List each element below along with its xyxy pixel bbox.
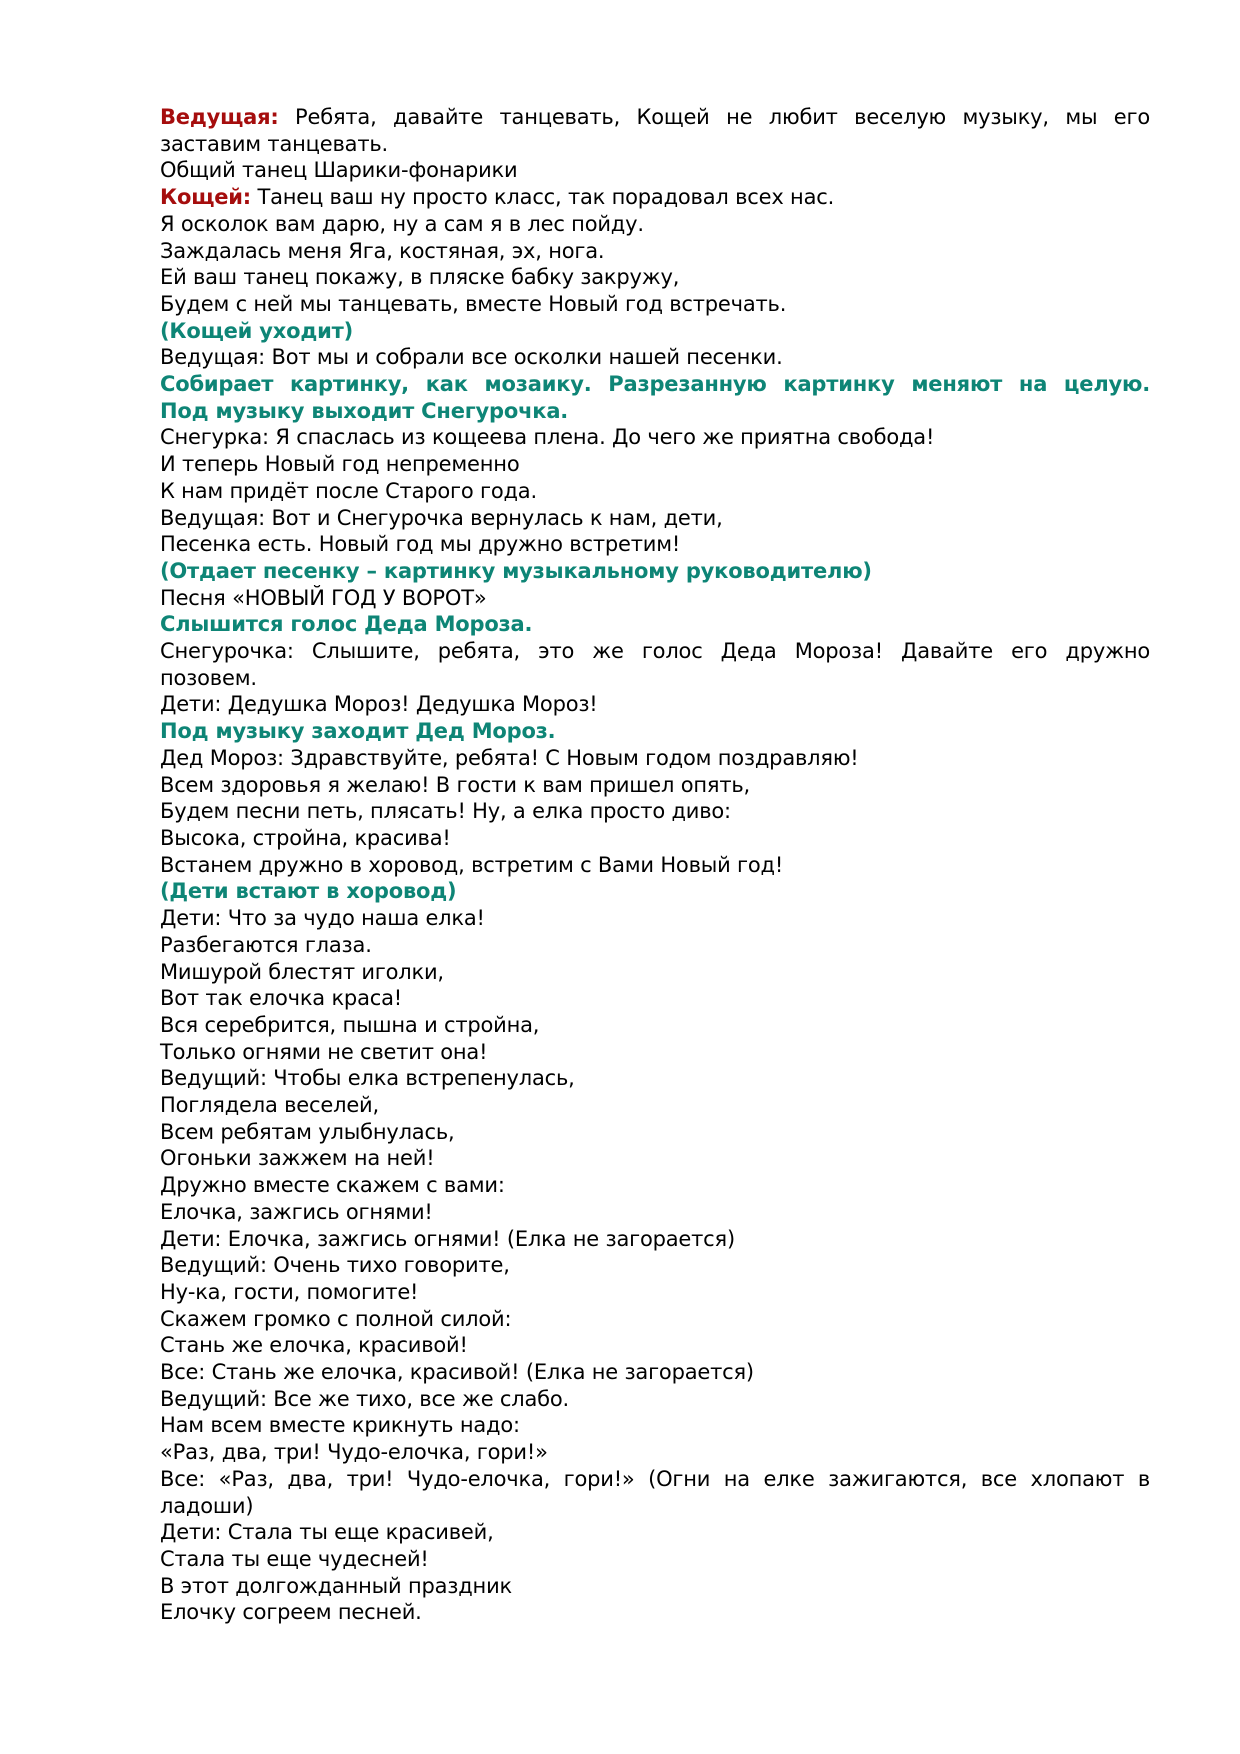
dialogue-text: Скажем громко с полной силой:	[160, 1306, 512, 1331]
dialogue-text: Песенка есть. Новый год мы дружно встретим!	[160, 532, 681, 557]
dialogue-text: Дед Мороз: Здравствуйте, ребята! С Новым годом поздравляю!	[160, 745, 859, 770]
text-line	[160, 1546, 1150, 1573]
text-line	[160, 238, 1150, 265]
text-line	[160, 691, 1150, 718]
text-line	[160, 1573, 1150, 1600]
text-line	[160, 1039, 1150, 1066]
text-line	[160, 1412, 1150, 1439]
text-line	[160, 291, 1150, 318]
text-line	[160, 104, 1150, 131]
dialogue-text: Ей ваш танец покажу, в пляске бабку закружу,	[160, 265, 680, 290]
text-line	[160, 638, 1150, 665]
text-line	[160, 1306, 1150, 1333]
dialogue-text: Ведущий: Очень тихо говорите,	[160, 1253, 510, 1278]
dialogue-text: Песня «НОВЫЙ ГОД У ВОРОТ»	[160, 585, 487, 610]
script-text	[160, 104, 1150, 1626]
text-line	[160, 398, 1150, 425]
dialogue-text: Разбегаются глаза.	[160, 932, 372, 957]
text-line	[160, 825, 1150, 852]
dialogue-text: Стань же елочка, красивой!	[160, 1333, 468, 1358]
stage-direction: (Дети встают в хоровод)	[160, 879, 457, 904]
dialogue-text: И теперь Новый год непременно	[160, 452, 520, 477]
text-line	[160, 798, 1150, 825]
text-line	[160, 1599, 1150, 1626]
text-line	[160, 558, 1150, 585]
dialogue-text: Вся серебрится, пышна и стройна,	[160, 1012, 540, 1037]
text-line	[160, 1466, 1150, 1493]
text-line	[160, 531, 1150, 558]
text-line	[160, 665, 1150, 692]
stage-direction: Собирает картинку, как мозаику. Разрезанную картинку меняют на целую.	[160, 372, 1150, 397]
dialogue-text: Елочку согреем песней.	[160, 1600, 422, 1625]
dialogue-text: Заждалась меня Яга, костяная, эх, нога.	[160, 238, 605, 263]
dialogue-text: Снегурочка: Слышите, ребята, это же голос Деда Мороза! Давайте его дружно	[160, 639, 1150, 664]
speaker-label: Кощей:	[160, 185, 251, 210]
text-line	[160, 745, 1150, 772]
text-line	[160, 959, 1150, 986]
dialogue-text: Танец ваш ну просто класс, так порадовал всех нас.	[250, 185, 835, 210]
text-line	[160, 184, 1150, 211]
dialogue-text: Ведущий: Все же тихо, все же слабо.	[160, 1386, 570, 1411]
text-line	[160, 505, 1150, 532]
text-line	[160, 1439, 1150, 1466]
dialogue-text: Вот так елочка краса!	[160, 986, 402, 1011]
dialogue-text: Дети: Дедушка Мороз! Дедушка Мороз!	[160, 692, 598, 717]
text-line	[160, 985, 1150, 1012]
text-line	[160, 1145, 1150, 1172]
text-line	[160, 1012, 1150, 1039]
text-line	[160, 1386, 1150, 1413]
dialogue-text: Дети: Что за чудо наша елка!	[160, 906, 485, 931]
text-line	[160, 1065, 1150, 1092]
text-line	[160, 371, 1150, 398]
text-line	[160, 451, 1150, 478]
dialogue-text: Все: Стань же елочка, красивой! (Елка не загорается)	[160, 1360, 754, 1385]
text-line	[160, 878, 1150, 905]
text-line	[160, 131, 1150, 158]
stage-direction: Слышится голос Деда Мороза.	[160, 612, 533, 637]
text-line	[160, 344, 1150, 371]
text-line	[160, 264, 1150, 291]
text-line	[160, 1519, 1150, 1546]
dialogue-text: Ведущий: Чтобы елка встрепенулась,	[160, 1066, 575, 1091]
text-line	[160, 1119, 1150, 1146]
text-line	[160, 1252, 1150, 1279]
dialogue-text: заставим танцевать.	[160, 131, 388, 156]
text-line	[160, 1359, 1150, 1386]
dialogue-text: Я осколок вам дарю, ну а сам я в лес пойду.	[160, 211, 644, 236]
dialogue-text: Ребята, давайте танцевать, Кощей не любит веселую музыку, мы его	[278, 105, 1150, 129]
text-line	[160, 718, 1150, 745]
dialogue-text: Ведущая: Вот и Снегурочка вернулась к нам, дети,	[160, 505, 723, 530]
dialogue-text: «Раз, два, три! Чудо-елочка, гори!»	[160, 1440, 548, 1465]
dialogue-text: Дети: Стала ты еще красивей,	[160, 1520, 494, 1545]
dialogue-text: Будем песни петь, плясать! Ну, а елка просто диво:	[160, 799, 731, 824]
text-line	[160, 1332, 1150, 1359]
text-line	[160, 318, 1150, 345]
dialogue-text: К нам придёт после Старого года.	[160, 478, 537, 503]
dialogue-text: Всем здоровья я желаю! В гости к вам пришел опять,	[160, 772, 750, 797]
dialogue-text: Все: «Раз, два, три! Чудо-елочка, гори!» (Огни на елке зажигаются, все хлопают в	[160, 1466, 1150, 1491]
dialogue-text: Дружно вместе скажем с вами:	[160, 1173, 505, 1198]
dialogue-text: Только огнями не светит она!	[160, 1039, 488, 1064]
dialogue-text: ладоши)	[160, 1493, 254, 1518]
dialogue-text: Будем с ней мы танцевать, вместе Новый год встречать.	[160, 291, 787, 316]
text-line	[160, 852, 1150, 879]
text-line	[160, 905, 1150, 932]
text-line	[160, 1092, 1150, 1119]
text-line	[160, 585, 1150, 612]
dialogue-text: позовем.	[160, 665, 257, 690]
text-line	[160, 1279, 1150, 1306]
stage-direction: (Отдает песенку – картинку музыкальному руководителю)	[160, 558, 872, 583]
dialogue-text: Ну-ка, гости, помогите!	[160, 1279, 419, 1304]
dialogue-text: Огоньки зажжем на ней!	[160, 1146, 435, 1171]
dialogue-text: Стала ты еще чудесней!	[160, 1546, 429, 1571]
text-line	[160, 1172, 1150, 1199]
dialogue-text: Дети: Елочка, зажгись огнями! (Елка не загорается)	[160, 1226, 735, 1251]
dialogue-text: Встанем дружно в хоровод, встретим с Вами Новый год!	[160, 852, 784, 877]
text-line	[160, 1199, 1150, 1226]
dialogue-text: Снегурка: Я спаслась из кощеева плена. До чего же приятна свобода!	[160, 425, 935, 450]
dialogue-text: Елочка, зажгись огнями!	[160, 1199, 433, 1224]
text-line	[160, 772, 1150, 799]
dialogue-text: Ведущая: Вот мы и собрали все осколки нашей песенки.	[160, 345, 783, 370]
dialogue-text: Всем ребятам улыбнулась,	[160, 1119, 455, 1144]
text-line	[160, 611, 1150, 638]
text-line	[160, 478, 1150, 505]
text-line	[160, 932, 1150, 959]
stage-direction: (Кощей уходит)	[160, 318, 353, 343]
dialogue-text: Нам всем вместе крикнуть надо:	[160, 1413, 520, 1438]
stage-direction: Под музыку заходит Дед Мороз.	[160, 719, 556, 744]
dialogue-text: Поглядела веселей,	[160, 1093, 379, 1118]
dialogue-text: Общий танец Шарики-фонарики	[160, 158, 518, 183]
text-line	[160, 157, 1150, 184]
dialogue-text: В этот долгожданный праздник	[160, 1573, 513, 1598]
text-line	[160, 1493, 1150, 1520]
dialogue-text: Мишурой блестят иголки,	[160, 959, 444, 984]
text-line	[160, 424, 1150, 451]
text-line	[160, 211, 1150, 238]
dialogue-text: Высока, стройна, красива!	[160, 825, 451, 850]
stage-direction: Под музыку выходит Снегурочка.	[160, 398, 569, 423]
speaker-label: Ведущая:	[160, 105, 279, 129]
text-line	[160, 1226, 1150, 1253]
